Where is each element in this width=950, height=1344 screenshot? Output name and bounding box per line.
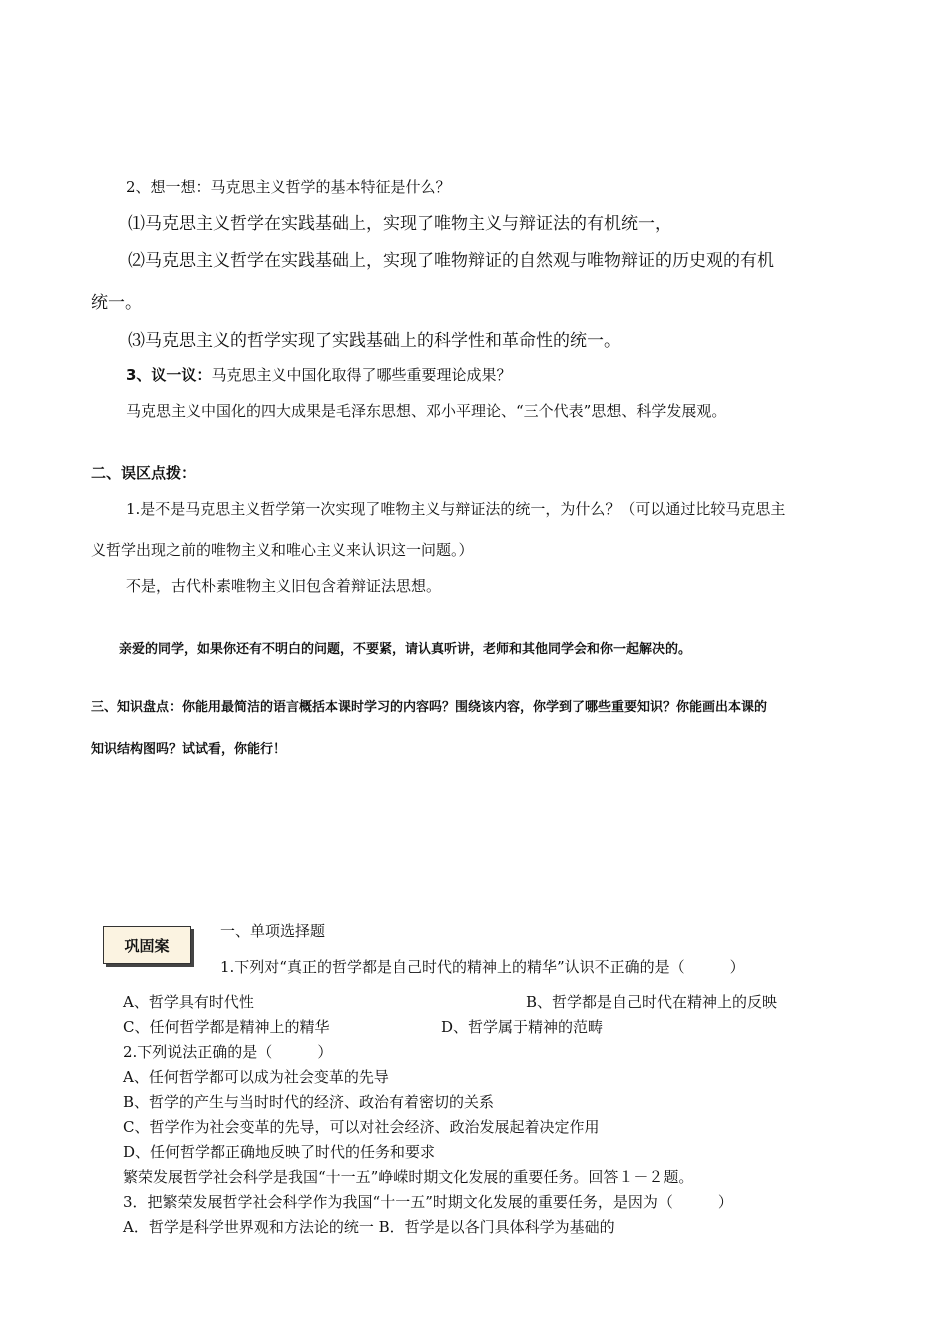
mc-q1-option-d: D、哲学属于精神的范畴 [441,1018,604,1036]
misconception-q1-line1: 1.是不是马克思主义哲学第一次实现了唯物主义与辩证法的统一，为什么？（可以通过比较马克思主 [126,500,786,518]
mc-q1-option-c: C、任何哲学都是精神上的精华 [123,1018,330,1036]
answer-3: 马克思主义中国化的四大成果是毛泽东思想、邓小平理论、“三个代表”思想、科学发展观。 [126,402,727,420]
encouragement-note: 亲爱的同学，如果你还有不明白的问题，不要紧，请认真听讲，老师和其他同学会和你一起解决的。 [119,642,692,657]
mc-q2-option-a: A、任何哲学都可以成为社会变革的先导 [123,1068,389,1086]
misconception-heading: 二、误区点拨： [91,464,197,482]
mc-q1-option-b: B、哲学都是自己时代在精神上的反映 [526,993,778,1011]
answer-2-3: ⑶马克思主义的哲学实现了实践基础上的科学性和革命性的统一。 [128,331,621,351]
misconception-q1-line2: 义哲学出现之前的唯物主义和唯心主义来认识这一问题。） [91,541,474,559]
mc-question-3: 3．把繁荣发展哲学社会科学作为我国“十一五”时期文化发展的重要任务，是因为（ ） [123,1193,733,1211]
mc-q1-option-a: A、哲学具有时代性 [123,993,254,1011]
reading-material-intro: 繁荣发展哲学社会科学是我国“十一五”峥嵘时期文化发展的重要任务。回答１－２题。 [123,1168,694,1186]
answer-2-1: ⑴马克思主义哲学在实践基础上，实现了唯物主义与辩证法的有机统一， [128,214,672,234]
mc-question-2: 2.下列说法正确的是（ ） [123,1043,333,1061]
question-3-label: 3、议一议： [126,366,212,384]
mc-question-1: 1.下列对“真正的哲学都是自己时代的精神上的精华”认识不正确的是（ ） [220,958,745,976]
misconception-answer: 不是，古代朴素唯物主义旧包含着辩证法思想。 [126,577,442,595]
knowledge-review-line1: 三、知识盘点：你能用最简洁的语言概括本课时学习的内容吗？围绕该内容，你学到了哪些重要知识？你能画出本课的 [91,700,768,715]
knowledge-review-line2: 知识结构图吗？试试看，你能行！ [91,742,287,757]
mc-q2-option-b: B、哲学的产生与当时时代的经济、政治有着密切的关系 [123,1093,495,1111]
question-2: 2、想一想：马克思主义哲学的基本特征是什么？ [126,178,451,196]
answer-2-2-line2: 统一。 [91,293,142,313]
mc-q3-options-ab: A．哲学是科学世界观和方法论的统一 B．哲学是以各门具体科学为基础的 [123,1218,615,1236]
mc-q2-option-c: C、哲学作为社会变革的先导，可以对社会经济、政治发展起着决定作用 [123,1118,600,1136]
consolidate-box-label: 巩固案 [103,926,191,964]
question-type-heading: 一、单项选择题 [220,922,326,940]
question-3 [126,364,511,385]
answer-2-2-line1: ⑵马克思主义哲学在实践基础上，实现了唯物辩证的自然观与唯物辩证的历史观的有机 [128,251,774,271]
mc-q2-option-d: D、任何哲学都正确地反映了时代的任务和要求 [123,1143,436,1161]
question-3-text: 马克思主义中国化取得了哪些重要理论成果？ [211,366,512,384]
